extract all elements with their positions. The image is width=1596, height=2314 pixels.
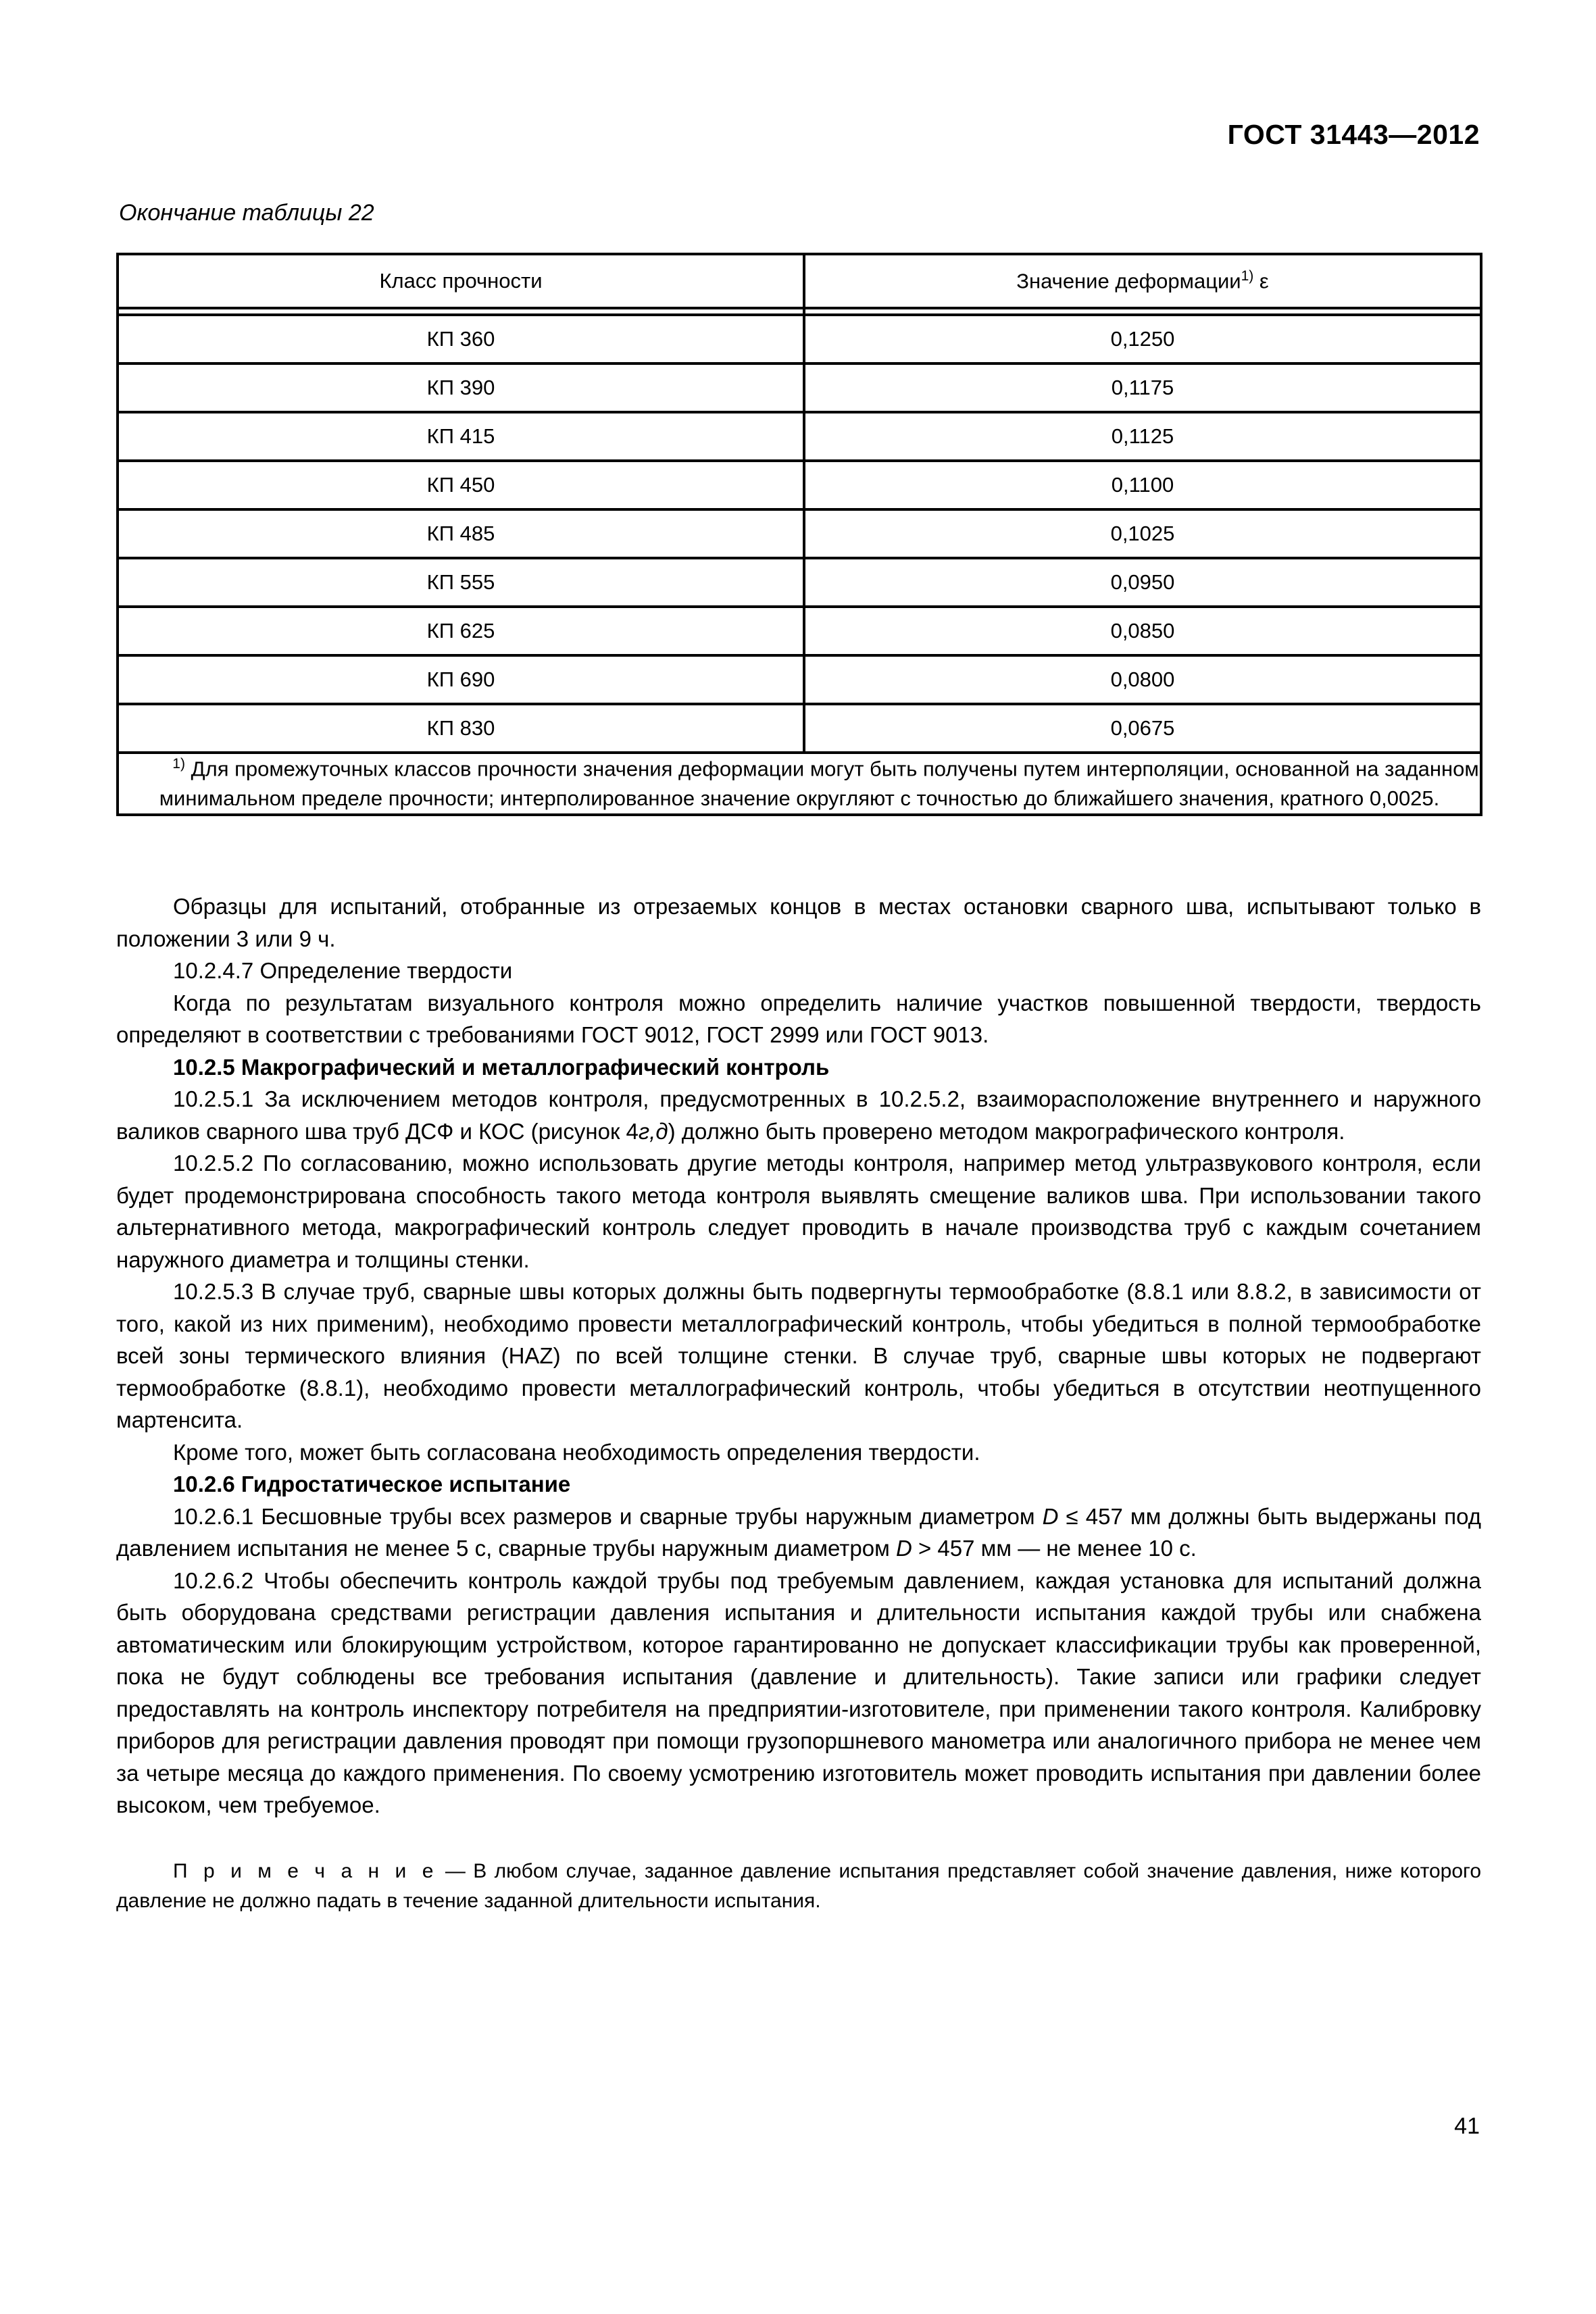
table-row <box>118 509 1481 558</box>
header-double-rule-left <box>118 308 804 315</box>
cell-strength-class: КП 360 <box>118 315 804 363</box>
section-heading-10-2-6: 10.2.6 Гидростатическое испытание <box>173 1472 571 1497</box>
paragraph-hardness-agreement: Кроме того, может быть согласована необходимость определения твердости. <box>173 1439 980 1465</box>
note-block <box>116 1857 1481 1917</box>
cell-strength-class: КП 690 <box>118 655 804 704</box>
section-heading-10-2-5: 10.2.5 Макрографический и металлографический контроль <box>173 1054 830 1080</box>
header-double-rule-right <box>804 308 1481 315</box>
cell-deformation-value: 0,1025 <box>804 509 1481 558</box>
cell-deformation-value: 0,0850 <box>804 607 1481 655</box>
cell-strength-class: КП 390 <box>118 363 804 412</box>
table-row <box>118 363 1481 412</box>
cell-strength-class: КП 450 <box>118 461 804 509</box>
cell-deformation-value: 0,0950 <box>804 558 1481 607</box>
column-header-strength-class <box>118 254 804 308</box>
note-label: П р и м е ч а н и е <box>173 1859 438 1882</box>
diameter-symbol: D <box>895 1536 912 1561</box>
column-header-strength-class-label: Класс прочности <box>379 269 543 293</box>
table-row <box>118 704 1481 753</box>
paragraph-10-2-5-3: 10.2.5.3 В случае труб, сварные швы которых должны быть подвергнуты термообработке (8.8.1 или 8.8.2, в зависимости от того, какой из них применим), необходимо провести металлографический контроль, чтобы убедиться в полной термообработке всей зоны термического влияния (HAZ) по всей толщине стенки. В случае труб, сварные швы которых не подвергают термообработке (8.8.1), необходимо провести металлографический контроль, чтобы убедиться в отсутствии неотпущенного мартенсита. <box>116 1279 1481 1433</box>
table-row <box>118 461 1481 509</box>
table-row <box>118 315 1481 363</box>
paragraph-10-2-6-2: 10.2.6.2 Чтобы обеспечить контроль каждой трубы под требуемым давлением, каждая установка для испытаний должна быть оборудована средствами регистрации давления испытания и длительности испытания каждой трубы или снабжена автоматическим или блокирующим устройством, которое гарантированно не допускает классификации трубы как проверенной, пока не будут соблюдены все требования испытания (давление и длительность). Такие записи или графики следует предоставлять на контроль инспектору потребителя на предприятии-изготовителе, при применении такого контроля. Калибровку приборов для регистрации давления проводят при помощи грузопоршневого манометра или аналогичного прибора не менее чем за четыре месяца до каждого применения. По своему усмотрению изготовитель может проводить испытания при давлении более высоком, чем требуемое. <box>116 1567 1481 1818</box>
paragraph-10-2-4-7: 10.2.4.7 Определение твердости <box>173 958 513 984</box>
table-body <box>118 308 1481 815</box>
cell-deformation-value: 0,1125 <box>804 412 1481 461</box>
cell-strength-class: КП 415 <box>118 412 804 461</box>
standard-header: ГОСТ 31443—2012 <box>1227 119 1480 150</box>
paragraph-10-2-6-1-part3: > 457 мм — не менее 10 с. <box>912 1536 1197 1561</box>
figure-reference-letters: г,д <box>638 1118 668 1144</box>
page-number: 41 <box>1454 2113 1480 2139</box>
header-double-rule <box>118 308 1481 315</box>
cell-deformation-value: 0,1250 <box>804 315 1481 363</box>
note-text: — В любом случае, заданное давление испытания представляет собой значение давления, ниже которого давление не должно падать в течение заданной длительности испытания. <box>116 1859 1481 1913</box>
cell-strength-class: КП 625 <box>118 607 804 655</box>
paragraph-samples: Образцы для испытаний, отобранные из отрезаемых концов в местах остановки сварного шва, испытывают только в положении 3 или 9 ч. <box>116 894 1481 951</box>
cell-strength-class: КП 555 <box>118 558 804 607</box>
table-header-row <box>118 254 1481 308</box>
paragraph-10-2-6-1 <box>116 1501 1481 1565</box>
note-spacer <box>116 1821 1481 1857</box>
cell-deformation-value: 0,0675 <box>804 704 1481 753</box>
paragraph-10-2-5-2: 10.2.5.2 По согласованию, можно использовать другие методы контроля, например метод ультразвукового контроля, если будет продемонстрирована способность такого метода контроля выявлять смещение валиков шва. При использовании такого альтернативного метода, макрографический контроль следует проводить в начале производства труб с каждым сочетанием наружного диаметра и толщины стенки. <box>116 1151 1481 1272</box>
table-header <box>118 254 1481 308</box>
table-footnote <box>118 753 1481 815</box>
paragraph-10-2-5-1-part1: 10.2.5.1 За исключением методов контроля, предусмотренных в 10.2.5.2, взаиморасположение внутреннего и наружного валиков сварного шва труб ДСФ и КОС (рисунок 4 <box>116 1086 1481 1144</box>
table-row <box>118 558 1481 607</box>
cell-deformation-value: 0,1100 <box>804 461 1481 509</box>
column-header-deformation-value-label: Значение деформации <box>1016 269 1241 293</box>
paragraph-hardness: Когда по результатам визуального контроля можно определить наличие участков повышенной твердости, твердость определяют в соответствии с требованиями ГОСТ 9012, ГОСТ 2999 или ГОСТ 9013. <box>116 990 1481 1048</box>
paragraph-10-2-5-1-part2: ) должно быть проверено методом макрографического контроля. <box>668 1118 1345 1144</box>
cell-strength-class: КП 485 <box>118 509 804 558</box>
paragraph-10-2-5-1 <box>116 1083 1481 1147</box>
body-content <box>116 890 1481 1917</box>
table-caption: Окончание таблицы 22 <box>119 200 374 226</box>
deformation-values-table <box>116 253 1482 816</box>
cell-deformation-value: 0,0800 <box>804 655 1481 704</box>
column-header-deformation-value <box>804 254 1481 308</box>
header-epsilon-symbol: ε <box>1253 269 1269 293</box>
cell-strength-class: КП 830 <box>118 704 804 753</box>
table-row <box>118 412 1481 461</box>
paragraph-10-2-6-1-part2: ≤ 457 мм должны быть выдержаны под давлением испытания не менее 5 с, сварные трубы наружным диаметром <box>116 1503 1481 1561</box>
table-row <box>118 607 1481 655</box>
cell-deformation-value: 0,1175 <box>804 363 1481 412</box>
footnote-marker: 1) <box>172 756 185 772</box>
diameter-symbol: D <box>1042 1503 1059 1529</box>
header-footnote-marker: 1) <box>1241 268 1254 284</box>
table-row <box>118 655 1481 704</box>
footnote-text: Для промежуточных классов прочности значения деформации могут быть получены путем интерполяции, основанной на заданном минимальном пределе прочности; интерполированное значение округляют с точностью до ближайшего значения, кратного 0,0025. <box>159 757 1479 811</box>
paragraph-10-2-6-1-part1: 10.2.6.1 Бесшовные трубы всех размеров и сварные трубы наружным диаметром <box>173 1503 1043 1529</box>
table-footnote-row <box>118 753 1481 815</box>
